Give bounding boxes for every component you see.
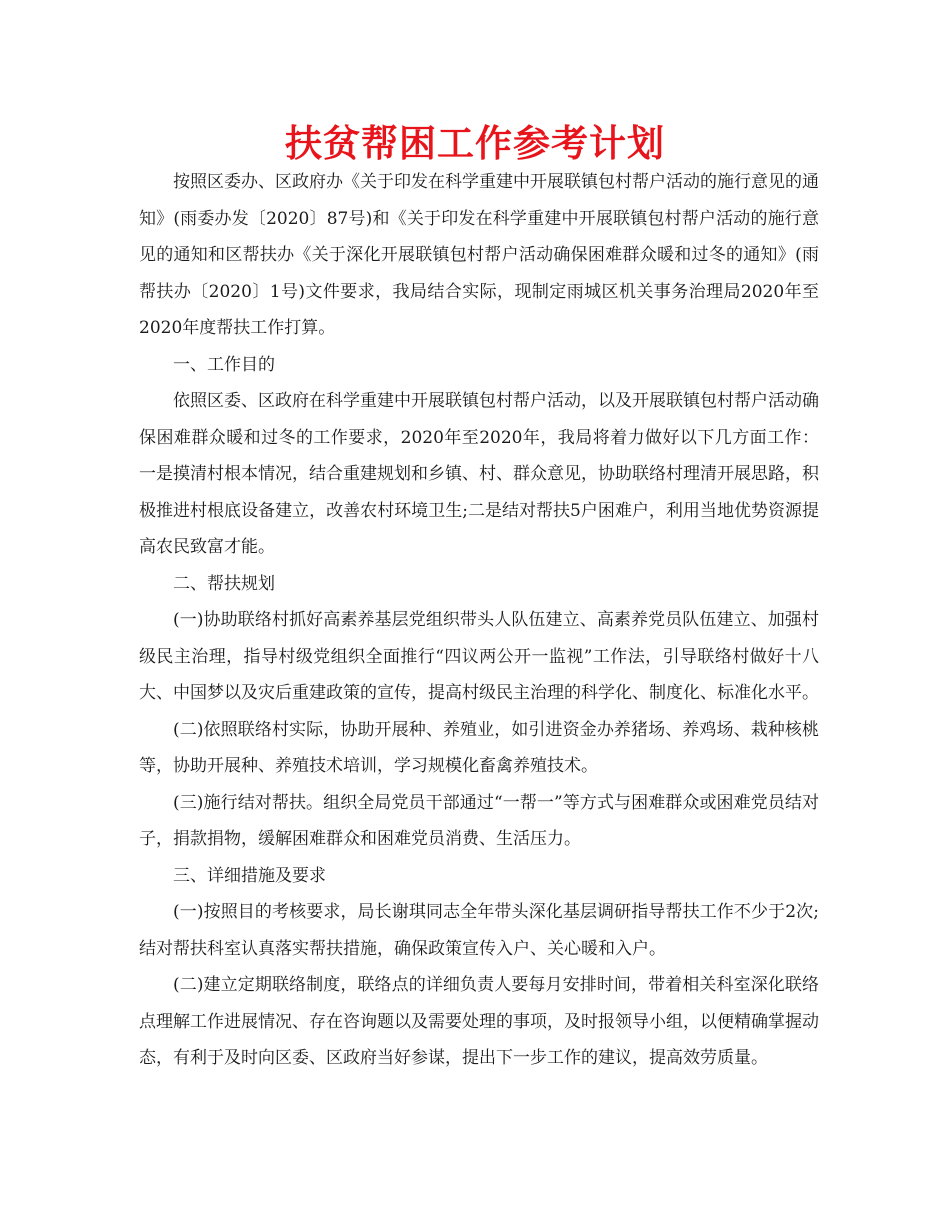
section-heading-2: 二、帮扶规划: [173, 573, 275, 594]
section-3-item-1: (一)按照目的考核要求，局长谢琪同志全年带头深化基层调研指导帮扶工作不少于2次;结对帮扶科室认真落实帮扶措施，确保政策宣传入户、关心暖和入户。: [139, 902, 819, 959]
section-heading-1: 一、工作目的: [173, 354, 275, 375]
document-title: 扶贫帮困工作参考计划: [285, 122, 665, 165]
document-body: [139, 164, 819, 1077]
section-2-item-1: (一)协助联络村抓好高素养基层党组织带头人队伍建立、高素养党员队伍建立、加强村级民主治理，指导村级党组织全面推行“四议两公开一监视”工作法，引导联络村做好十八大、中国梦以及灾后重建政策的宣传，提高村级民主治理的科学化、制度化、标准化水平。: [139, 610, 819, 703]
section-3-item-2: (二)建立定期联络制度，联络点的详细负责人要每月安排时间，带着相关科室深化联络点理解工作进展情况、存在咨询题以及需要处理的事项，及时报领导小组，以便精确掌握动态，有利于及时向区委、区政府当好参谋，提出下一步工作的建议，提高效劳质量。: [139, 975, 819, 1068]
section-1-paragraph: 依照区委、区政府在科学重建中开展联镇包村帮户活动，以及开展联镇包村帮户活动确保困难群众暖和过冬的工作要求，2020年至2020年，我局将着力做好以下几方面工作：一是摸清村根本情况，结合重建规划和乡镇、村、群众意见，协助联络村理清开展思路，积极推进村根底设备建立，改善农村环境卫生;二是结对帮扶5户困难户，利用当地优势资源提高农民致富才能。: [139, 391, 819, 557]
section-heading-3: 三、详细措施及要求: [173, 865, 326, 886]
intro-paragraph: 按照区委办、区政府办《关于印发在科学重建中开展联镇包村帮户活动的施行意见的通知》(雨委办发〔2020〕87号)和《关于印发在科学重建中开展联镇包村帮户活动的施行意见的通知和区帮扶办《关于深化开展联镇包村帮户活动确保困难群众暖和过冬的通知》(雨帮扶办〔2020〕1号)文件要求，我局结合实际，现制定雨城区机关事务治理局2020年至2020年度帮扶工作打算。: [139, 172, 819, 338]
section-2-item-3: (三)施行结对帮扶。组织全局党员干部通过“一帮一”等方式与困难群众或困难党员结对子，捐款捐物，缓解困难群众和困难党员消费、生活压力。: [139, 792, 819, 849]
section-2-item-2: (二)依照联络村实际，协助开展种、养殖业，如引进资金办养猪场、养鸡场、栽种核桃等，协助开展种、养殖技术培训，学习规模化畜禽养殖技术。: [139, 719, 819, 776]
